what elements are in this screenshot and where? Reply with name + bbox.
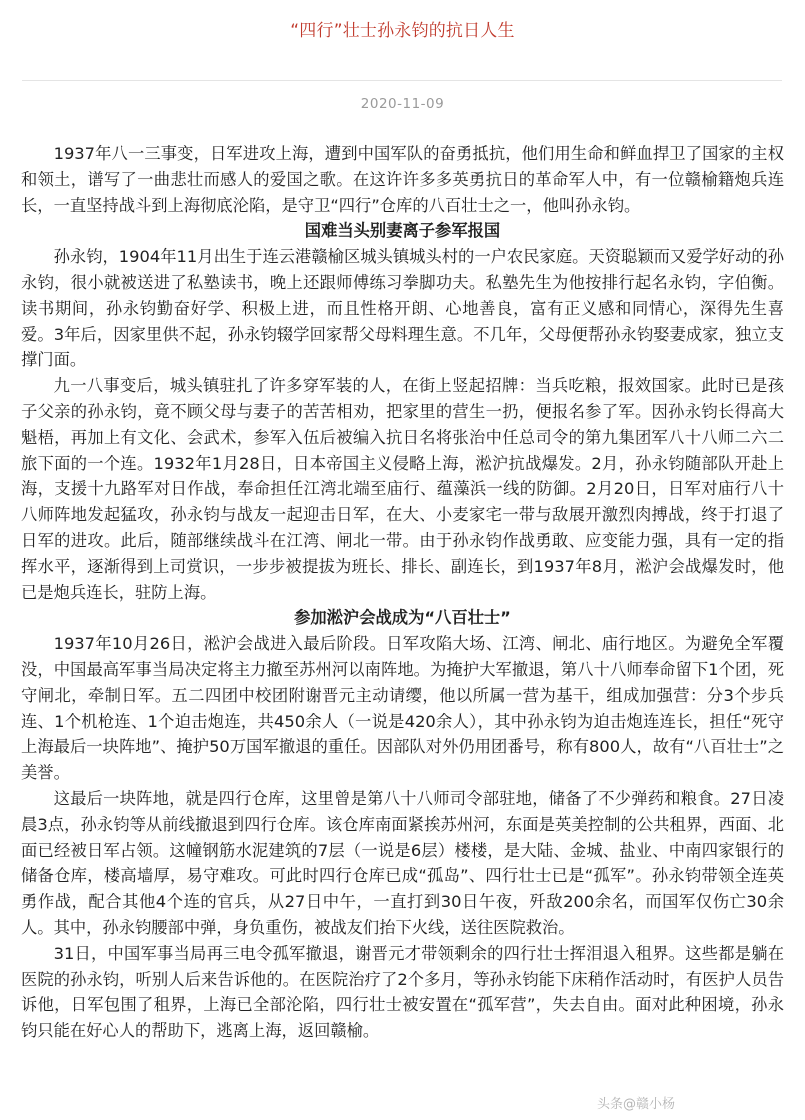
publish-date: 2020-11-09 [360, 96, 445, 112]
intro-paragraph: 1937年八一三事变，日军进攻上海，遭到中国军队的奋勇抵抗，他们用生命和鲜血捍卫了国家的主权和领土，谱写了一曲悲壮而感人的爱国之歌。在这许许多多英勇抗日的革命军人中，有一位赣榆籍炮兵连长，一直坚持战斗到上海彻底沦陷，是守卫“四行”仓库的八百壮士之一，他叫孙永钧。 [21, 144, 784, 215]
section-heading-1: 国难当头别妻离子参军报国 [304, 221, 501, 241]
section-heading-2: 参加淞沪会战成为“八百壮士” [294, 608, 511, 628]
source-watermark: 头条@赣小杨 [583, 1094, 689, 1116]
title-divider [22, 80, 782, 81]
body-paragraph: 这最后一块阵地，就是四行仓库，这里曾是第八十八师司令部驻地，储备了不少弹药和粮食。27日凌晨3点，孙永钧等从前线撤退到四行仓库。该仓库南面紧挨苏州河，东面是英美控制的公共租界，西面、北面已经被日军占领。这幢钢筋水泥建筑的7层（一说是6层）楼楼，是大陆、金城、盐业、中南四家银行的储备仓库，楼高墙厚，易守难攻。可此时四行仓库已成“孤岛”、四行壮士已是“孤军”。孙永钧带领全连英勇作战，配合其他4个连的官兵，从27日中午，一直打到30日午夜，歼敌200余名，而国军仅伤亡30余人。其中，孙永钧腰部中弹，身负重伤，被战友们抬下火线，送往医院救治。 [21, 788, 784, 937]
body-paragraph: 九一八事变后，城头镇驻扎了许多穿军装的人，在街上竖起招牌：当兵吃粮，报效国家。此时已是孩子父亲的孙永钧，竟不顾父母与妻子的苦苦相劝，把家里的营生一扔，便报名参了军。因孙永钧长得高大魁梧，再加上有文化、会武术，参军入伍后被编入抗日名将张治中任总司令的第九集团军八十八师二六二旅下面的一个连。1932年1月28日，日本帝国主义侵略上海，淞沪抗战爆发。2月，孙永钧随部队开赴上海，支援十九路军对日作战，奉命担任江湾北端至庙行、蕴藻浜一线的防御。2月20日，日军对庙行八十八师阵地发起猛攻，孙永钧与战友一起迎击日军，在大、小麦家宅一带与敌展开激烈肉搏战，终于打退了日军的进攻。此后，随部继续战斗在江湾、闸北一带。由于孙永钧作战勇敢、应变能力强，具有一定的指挥水平，逐渐得到上司赏识，一步步被提拔为班长、排长、副连长，到1937年8月，淞沪会战爆发时，他已是炮兵连长，驻防上海。 [21, 376, 784, 602]
article-title: “四行”壮士孙永钧的抗日人生 [290, 21, 515, 41]
body-paragraph: 孙永钧，1904年11月出生于连云港赣榆区城头镇城头村的一户农民家庭。天资聪颖而又爱学好动的孙永钧，很小就被送进了私塾读书，晚上还跟师傅练习拳脚功夫。私塾先生为他按排行起名永钧，字伯衡。读书期间，孙永钧勤奋好学、积极上进，而且性格开朗、心地善良，富有正义感和同情心，深得先生喜爱。3年后，因家里供不起，孙永钧辍学回家帮父母料理生意。不几年，父母便帮孙永钧娶妻成家，独立支撑门面。 [21, 247, 784, 370]
body-paragraph: 1937年10月26日，淞沪会战进入最后阶段。日军攻陷大场、江湾、闸北、庙行地区。为避免全军覆没，中国最高军事当局决定将主力撤至苏州河以南阵地。为掩护大军撤退，第八十八师奉命留下1个团，死守闸北，牵制日军。五二四团中校团附谢晋元主动请缨，他以所属一营为基干，组成加强营：分3个步兵连、1个机枪连、1个迫击炮连，共450余人（一说是420余人），其中孙永钧为迫击炮连连长，担任“死守上海最后一块阵地”、掩护50万国军撤退的重任。因部队对外仍用团番号，称有800人，故有“八百壮士”之美誉。 [21, 634, 784, 783]
article-body [21, 141, 784, 1044]
body-paragraph: 31日，中国军事当局再三电令孤军撤退，谢晋元才带领剩余的四行壮士挥泪退入租界。这些都是躺在医院的孙永钧，听别人后来告诉他的。在医院治疗了2个多月，等孙永钧能下床稍作活动时，有医护人员告诉他，日军包围了租界，上海已全部沦陷，四行壮士被安置在“孤军营”，失去自由。面对此种困境，孙永钧只能在好心人的帮助下，逃离上海，返回赣榆。 [21, 943, 784, 1041]
